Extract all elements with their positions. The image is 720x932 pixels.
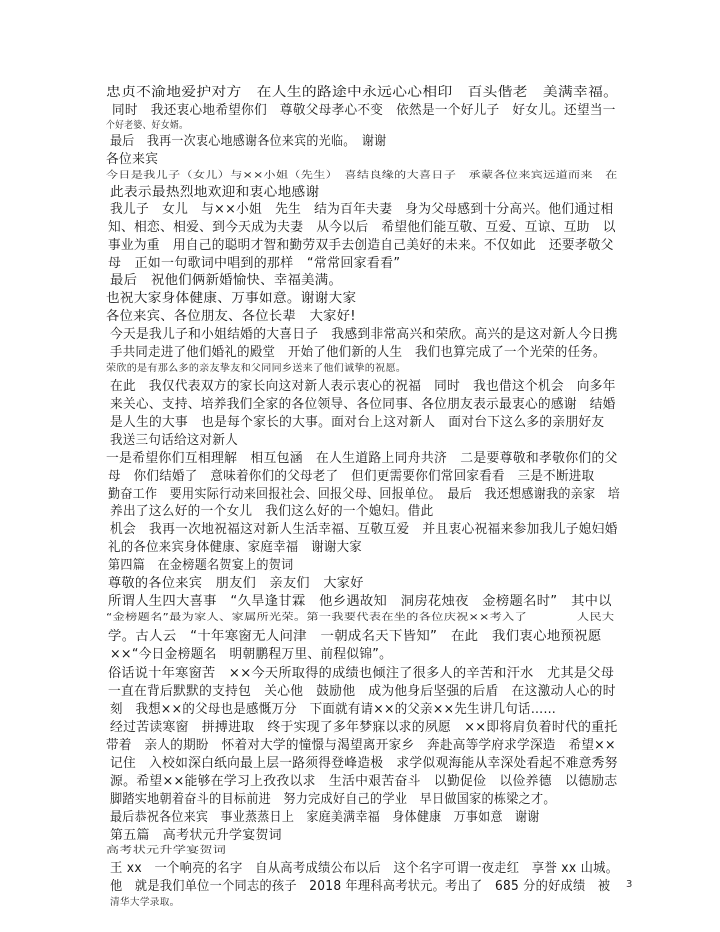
- text-line: 知、相恋、相爱、到今天成为夫妻 从今以后 希望他们能互敬、互爱、互谅、互助 以: [108, 220, 616, 235]
- text-line: 王 xx 一个响亮的名字 自从高考成绩公布以后 这个名字可谓一夜走红 享誉 xx 山城。: [110, 861, 619, 876]
- text-line: 养出了这么好的一个女儿 我们这么好的一个媳妇。借此: [110, 504, 434, 519]
- text-line: 事业为重 用自己的聪明才智和勤劳双手去创造自己美好的未来。不仅如此 还要孝敬父: [108, 238, 614, 253]
- text-line: 在此 我仅代表双方的家长向这对新人表示衷心的祝福 同时 我也借这个机会 向多年: [110, 379, 616, 394]
- text-line: 脚踏实地朝着奋斗的目标前进 努力完成好自己的学业 早日做国家的栋梁之才。: [110, 792, 556, 807]
- text-line: 来关心、支持、培养我们全家的各位领导、各位同事、各位朋友表示最衷心的感谢 结婚: [110, 397, 616, 412]
- text-line: 手共同走进了他们婚礼的殿堂 开始了他们新的人生 我们也算完成了一个光荣的任务。: [110, 345, 606, 360]
- text-line: 母 你们结婚了 意味着你们的父母老了 但们更需要你们常回家看看 三是不断进取: [108, 469, 595, 484]
- text-line: 一是希望你们互相理解 相互包涵 在人生道路上同舟共济 二是要尊敬和孝敬你们的父: [106, 451, 618, 466]
- text-line: ××“今日金榜题名 明朝鹏程万里、前程似锦”。: [110, 647, 393, 662]
- text-line: 各位来宾、各位朋友、各位长辈 大家好!: [106, 309, 356, 324]
- text-line: 学。古人云 “十年寒窗无人问津 一朝成名天下皆知” 在此 我们衷心地预祝愿: [108, 629, 602, 644]
- text-line: 母 正如一句歌词中唱到的那样 “常常回家看看”: [108, 256, 401, 271]
- text-line: 也祝大家身体健康、万事如意。谢谢大家: [106, 291, 357, 306]
- text-line: 忠贞不渝地爱护对方 在人生的路途中永远心心相印 百头偕老 美满幸福。: [106, 85, 619, 100]
- text-line: 今天是我儿子和小姐结婚的大喜日子 我感到非常高兴和荣欣。高兴的是这对新人今日携: [110, 327, 618, 342]
- text-line: 刻 我想××的父母也是感慨万分 下面就有请××的父亲××先生讲几句话……: [110, 702, 557, 717]
- text-line: 第四篇 在金榜题名贺宴上的贺词: [108, 558, 294, 573]
- text-line: 个好老婆、好女婿。: [106, 120, 189, 131]
- text-line: 我儿子 女儿 与××小姐 先生 结为百年夫妻 身为父母感到十分高兴。他们通过相: [110, 202, 614, 217]
- text-line: 机会 我再一次地祝福这对新人生活幸福、互敬互爱 并且衷心祝福来参加我儿子媳妇婚: [110, 522, 618, 537]
- text-line: 俗话说十年寒窗苦 ××今天所取得的成绩也倾注了很多人的辛苦和汗水 尤其是父母: [108, 666, 615, 681]
- text-line: 带着 亲人的期盼 怀着对大学的憧憬与渴望离开家乡 奔赴高等学府求学深造 希望××: [106, 738, 616, 753]
- text-line: 是人生的大事 也是每个家长的大事。面对台上这对新人 面对台下这么多的亲朋好友: [110, 415, 605, 430]
- text-line: 最后 我再一次衷心地感谢各位来宾的光临。 谢谢: [110, 134, 387, 149]
- text-line: 他 就是我们单位一个同志的孩子 2018 年理科高考状元。考出了 685 分的好成绩 被: [110, 879, 611, 894]
- text-line: 同时 我还衷心地希望你们 尊敬父母孝心不变 依然是一个好儿子 好女儿。还望当一: [112, 103, 616, 118]
- text-line: 此表示最热烈地欢迎和衷心地感谢: [110, 185, 320, 200]
- text-line: 源。希望××能够在学习上孜孜以求 生活中艰苦奋斗 以勤促俭 以俭养德 以德励志: [110, 774, 618, 789]
- page-number: 3: [626, 879, 633, 890]
- text-line: 各位来宾: [106, 152, 159, 167]
- text-line: 清华大学录取。: [110, 897, 180, 908]
- text-line: 高考状元升学宴贺词: [106, 845, 227, 856]
- text-line: “金榜题名”最为家人、家属所光荣。第一我要代表在坐的各位庆祝××考入了 人民大: [106, 612, 615, 623]
- text-line: 勤奋工作 要用实际行动来回报社会、回报父母、回报单位。 最后 我还想感谢我的亲家 培: [108, 487, 621, 502]
- text-line: 礼的各位来宾身体健康、家庭幸福 谢谢大家: [108, 540, 363, 555]
- text-line: 最后恭祝各位来宾 事业蒸蒸日上 家庭美满幸福 身体健康 万事如意 谢谢: [110, 810, 540, 825]
- text-line: 今日是我儿子（女儿）与××小姐（先生） 喜结良缘的大喜日子 承蒙各位来宾远道而来 在: [106, 170, 618, 181]
- text-line: 第五篇 高考状元升学宴贺词: [110, 828, 282, 843]
- text-line: 一直在背后默默的支持包 关心他 鼓励他 成为他身后坚强的后盾 在这激动人心的时: [108, 684, 616, 699]
- text-line: 尊敬的各位来宾 朋友们 亲友们 大家好: [108, 576, 364, 591]
- text-line: 所谓人生四大喜事 “久旱逢甘霖 他乡遇故知 洞房花烛夜 金榜题名时” 其中以: [108, 594, 612, 609]
- text-line: 我送三句话给这对新人: [110, 433, 239, 448]
- text-line: 荣欣的是有那么多的亲友挚友和父同同乡送来了他们诚挚的祝愿。: [106, 363, 407, 374]
- text-line: 最后 祝他们俩新婚愉快、幸福美满。: [110, 273, 343, 288]
- text-line: 记住 入校如深白纸向最上层一路须得登峰造极 求学似观海能从幸深处看起不难意秀努: [110, 756, 618, 771]
- text-line: 经过苦读寒窗 拼搏进取 终于实现了多年梦寐以求的夙愿 ××即将肩负着时代的重托: [110, 720, 618, 735]
